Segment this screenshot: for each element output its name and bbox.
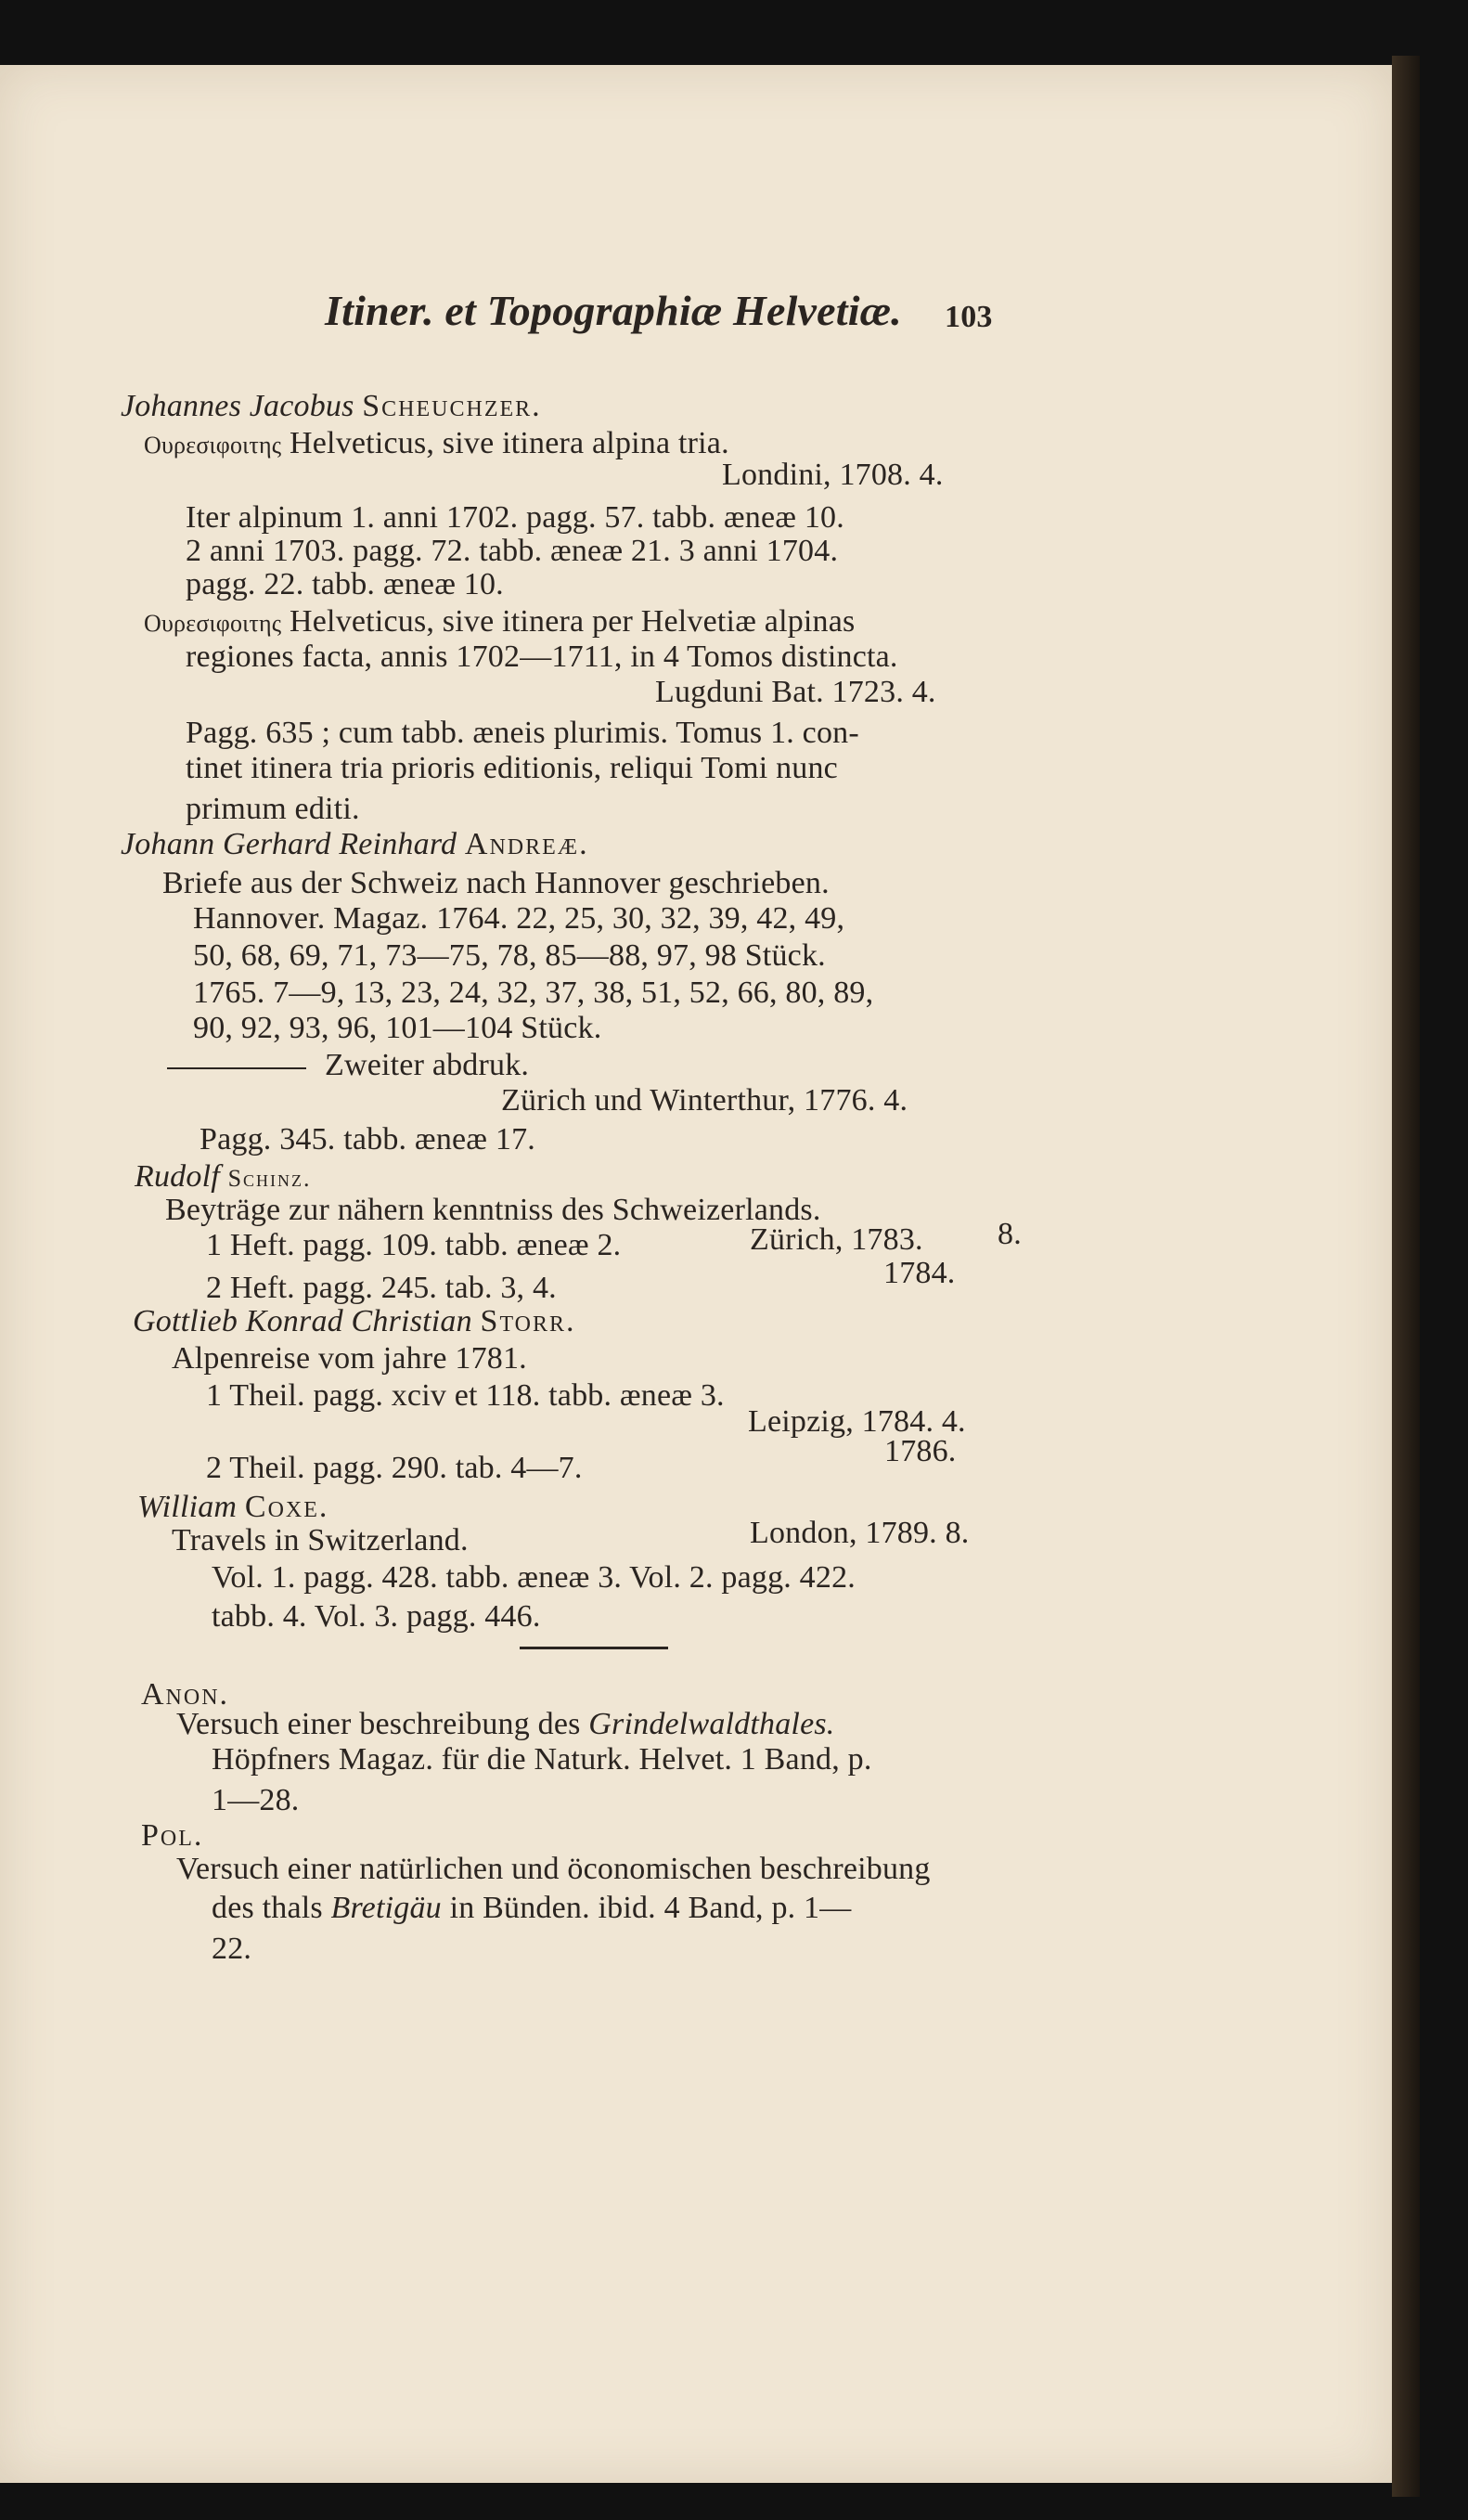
entry-line: Versuch einer natürlichen und öconomischen beschreibung — [176, 1852, 931, 1886]
author-given-name: William — [137, 1490, 238, 1524]
entry-line: Alpenreise vom jahre 1781. — [172, 1341, 527, 1376]
entry-line: 2 Heft. pagg. 245. tab. 3, 4. — [206, 1271, 557, 1305]
entry-line: tabb. 4. Vol. 3. pagg. 446. — [212, 1599, 541, 1634]
author-surname: Coxe. — [244, 1490, 329, 1524]
author-given-name: Johannes Jacobus — [121, 389, 354, 423]
author-coxe — [137, 1489, 328, 1526]
entry-line: Travels in Switzerland. — [172, 1523, 469, 1557]
author-given-name: Johann Gerhard Reinhard — [121, 827, 457, 861]
author-given-name: Rudolf — [135, 1159, 220, 1194]
entry-line: 90, 92, 93, 96, 101—104 Stück. — [193, 1011, 602, 1045]
entry-line — [212, 1890, 851, 1927]
entry-line — [144, 603, 855, 642]
ditto-rule — [167, 1067, 306, 1069]
greek-title-word: Ουρεσιφοιτης — [144, 610, 282, 637]
author-anon: Anon. — [141, 1677, 230, 1712]
text: des thals — [212, 1891, 323, 1925]
imprint: Lugduni Bat. 1723. 4. — [655, 675, 936, 709]
entry-line: 1765. 7—9, 13, 23, 24, 32, 37, 38, 51, 52, 66, 80, 89, — [193, 976, 874, 1010]
entry-line: 2 Theil. pagg. 290. tab. 4—7. — [206, 1451, 583, 1485]
place-name: Grindelwaldthales. — [588, 1707, 835, 1741]
entry-line: Höpfners Magaz. für die Naturk. Helvet. 1 Band, p. — [212, 1742, 872, 1777]
entry-line: Beyträge zur nähern kenntniss des Schweizerlands. — [165, 1193, 821, 1227]
imprint: Londini, 1708. 4. — [722, 458, 944, 492]
entry-line: Hannover. Magaz. 1764. 22, 25, 30, 32, 39, 42, 49, — [193, 901, 845, 936]
greek-title-word: Ουρεσιφοιτης — [144, 432, 282, 459]
note-line: primum editi. — [186, 792, 360, 826]
format: 8. — [998, 1217, 1022, 1251]
imprint: 1786. — [884, 1434, 957, 1468]
note-line: pagg. 22. tabb. æneæ 10. — [186, 567, 504, 601]
title-text: Helveticus, sive itinera per Helvetiæ alpinas — [290, 604, 856, 639]
entry-line — [176, 1706, 835, 1743]
author-andreae — [121, 826, 589, 863]
author-surname: Storr. — [480, 1304, 576, 1338]
title-text: Helveticus, sive itinera alpina tria. — [290, 426, 729, 460]
entry-line: Zweiter abdruk. — [325, 1048, 530, 1082]
imprint: Zürich und Winterthur, 1776. 4. — [501, 1083, 908, 1118]
text: in Bünden. ibid. 4 Band, p. 1— — [449, 1891, 852, 1925]
note-line: 2 anni 1703. pagg. 72. tabb. æneæ 21. 3 anni 1704. — [186, 534, 839, 568]
imprint: 1784. — [883, 1256, 956, 1290]
place-name: Bretigäu — [330, 1891, 442, 1925]
author-pol: Pol. — [141, 1818, 204, 1853]
author-scheuchzer — [121, 388, 542, 425]
imprint: Leipzig, 1784. 4. — [748, 1404, 966, 1439]
note-line: Iter alpinum 1. anni 1702. pagg. 57. tabb. æneæ 10. — [186, 500, 844, 535]
running-header: Itiner. et Topographiæ Helvetiæ. — [325, 287, 902, 334]
entry-line — [144, 425, 729, 464]
author-surname: Schinz. — [227, 1165, 312, 1192]
title-text: Versuch einer beschreibung des — [176, 1707, 581, 1741]
entry-line: 22. — [212, 1932, 252, 1966]
entry-line: Vol. 1. pagg. 428. tabb. æneæ 3. Vol. 2. pagg. 422. — [212, 1560, 856, 1595]
entry-line: 1 Heft. pagg. 109. tabb. æneæ 2. — [206, 1228, 622, 1262]
note-line: Pagg. 345. tabb. æneæ 17. — [200, 1122, 535, 1157]
author-given-name: Gottlieb Konrad Christian — [133, 1304, 472, 1338]
author-surname: Scheuchzer. — [362, 389, 542, 423]
page-number: 103 — [945, 300, 993, 334]
author-surname: Andreæ. — [464, 827, 589, 861]
imprint: Zürich, 1783. — [750, 1222, 923, 1257]
note-line: tinet itinera tria prioris editionis, reliqui Tomi nunc — [186, 751, 838, 785]
note-line: Pagg. 635 ; cum tabb. æneis plurimis. Tomus 1. con- — [186, 716, 859, 750]
entry-line: 1—28. — [212, 1783, 300, 1817]
entry-line: 1 Theil. pagg. xciv et 118. tabb. æneæ 3. — [206, 1378, 725, 1413]
entry-line: 50, 68, 69, 71, 73—75, 78, 85—88, 97, 98 Stück. — [193, 938, 826, 973]
imprint: London, 1789. 8. — [750, 1516, 970, 1550]
entry-line: Briefe aus der Schweiz nach Hannover geschrieben. — [162, 866, 830, 900]
page-edge — [1392, 56, 1420, 2497]
section-rule — [520, 1647, 668, 1649]
author-storr — [133, 1303, 576, 1340]
entry-line: regiones facta, annis 1702—1711, in 4 Tomos distincta. — [186, 640, 898, 674]
